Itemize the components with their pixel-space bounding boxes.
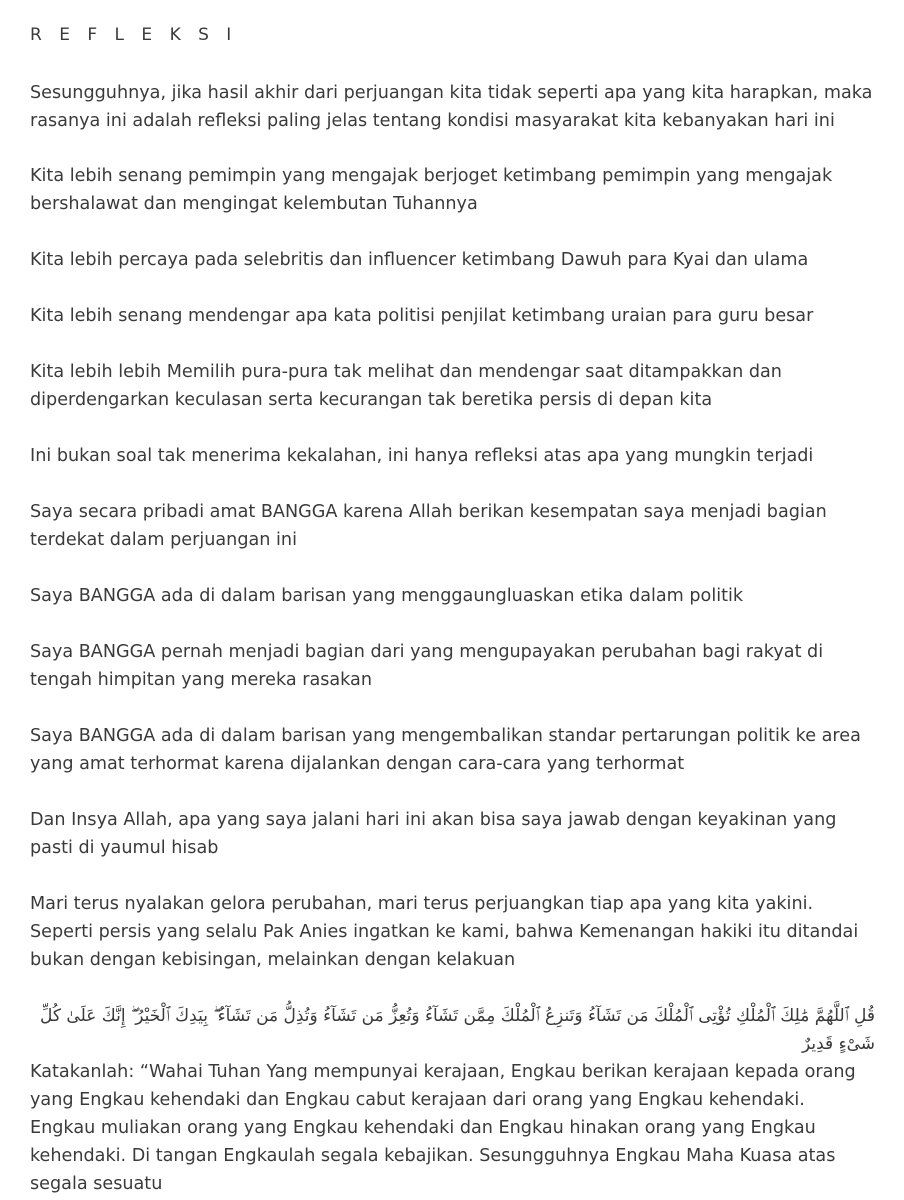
paragraph-10: Saya BANGGA ada di dalam barisan yang mengembalikan standar pertarungan politik ke area yang amat terhormat karena dijalankan dengan cara-cara yang terhormat [30,726,861,774]
arabic-verse: قُلِ ٱللَّهُمَّ مَٰلِكَ ٱلْمُلْكِ تُؤْتِى ٱلْمُلْكَ مَن تَشَآءُ وَتَنزِعُ ٱلْمُلْكَ مِمَّن تَشَآءُ وَتُعِزُّ مَن تَشَآءُ وَتُذِلُّ مَن تَشَآءُ ۖ بِيَدِكَ ٱلْخَيْرُ ۖ إِنَّكَ عَلَىٰ كُلِّ شَىْءٍ قَدِيرٌ [40,1006,875,1054]
paragraph-1: Sesungguhnya, jika hasil akhir dari perjuangan kita tidak seperti apa yang kita harapkan, maka rasanya ini adalah refleksi paling jelas tentang kondisi masyarakat kita kebanyakan hari ini [30,83,873,131]
paragraph-11: Dan Insya Allah, apa yang saya jalani hari ini akan bisa saya jawab dengan keyakinan yang pasti di yaumul hisab [30,810,837,858]
paragraph-5: Kita lebih lebih Memilih pura-pura tak melihat dan mendengar saat ditampakkan dan diperdengarkan keculasan serta kecurangan tak beretika persis di depan kita [30,362,782,410]
verse-translation: Katakanlah: “Wahai Tuhan Yang mempunyai kerajaan, Engkau berikan kerajaan kepada orang yang Engkau kehendaki dan Engkau cabut kerajaan dari orang yang Engkau kehendaki. Engkau muliakan orang yang Engkau kehendaki dan Engkau hinakan orang yang Engkau kehendaki. Di tangan Engkaulah segala kebajikan. Sesungguhnya Engkau Maha Kuasa atas segala sesuatu [30,1062,856,1194]
paragraph-12: Mari terus nyalakan gelora perubahan, mari terus perjuangkan tiap apa yang kita yakini. Seperti persis yang selalu Pak Anies ingatkan ke kami, bahwa Kemenangan hakiki itu ditandai bukan dengan kebisingan, melainkan dengan kelakuan [30,894,859,970]
paragraph-3: Kita lebih percaya pada selebritis dan influencer ketimbang Dawuh para Kyai dan ulama [30,250,809,270]
paragraph-4: Kita lebih senang mendengar apa kata politisi penjilat ketimbang uraian para guru besar [30,306,814,326]
paragraph-7: Saya secara pribadi amat BANGGA karena Allah berikan kesempatan saya menjadi bagian terdekat dalam perjuangan ini [30,502,827,550]
paragraph-8: Saya BANGGA ada di dalam barisan yang menggaungluaskan etika dalam politik [30,586,744,606]
document-title: R E F L E K S I [30,25,238,45]
paragraph-6: Ini bukan soal tak menerima kekalahan, ini hanya refleksi atas apa yang mungkin terjadi [30,446,814,466]
paragraph-9: Saya BANGGA pernah menjadi bagian dari yang mengupayakan perubahan bagi rakyat di tengah himpitan yang mereka rasakan [30,642,824,690]
paragraph-2: Kita lebih senang pemimpin yang mengajak berjoget ketimbang pemimpin yang mengajak bershalawat dan mengingat kelembutan Tuhannya [30,166,833,214]
